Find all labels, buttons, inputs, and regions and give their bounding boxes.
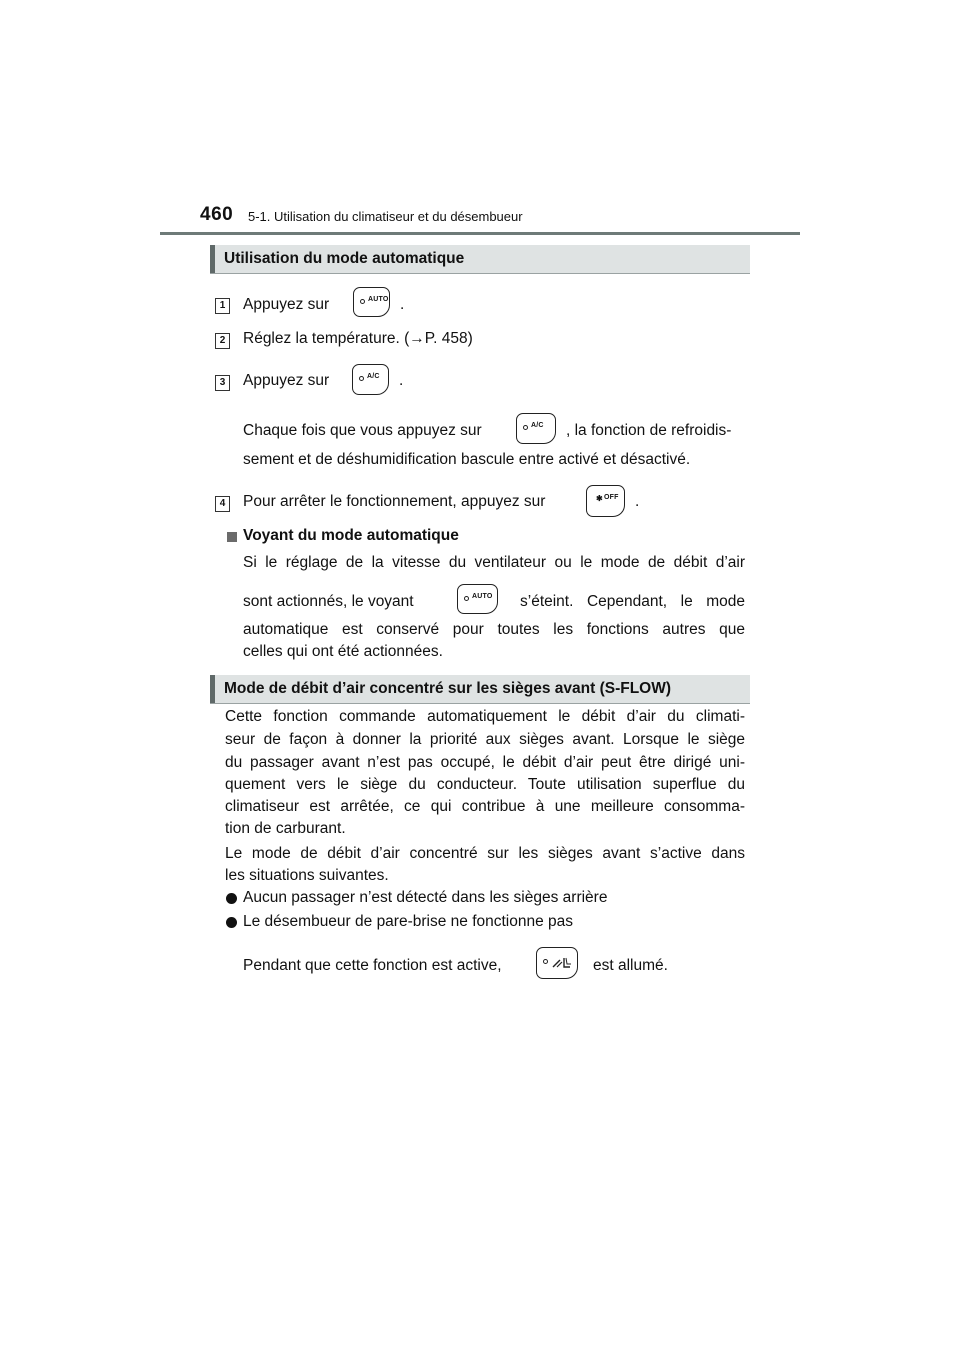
s-flow-para1-line2: seur de façon à donner la priorité aux sièges avant. Lorsque le siège xyxy=(225,731,745,748)
step-3-period: . xyxy=(399,372,404,389)
s-flow-para1-line1: Cette fonction commande automatiquement le débit d’air du climati- xyxy=(225,708,745,725)
auto-button-label: AUTO xyxy=(368,296,389,303)
step-number-4: 4 xyxy=(215,496,230,512)
s-flow-bullet-2: Le désembueur de pare-brise ne fonctionne pas xyxy=(243,913,574,930)
step-1-period: . xyxy=(400,296,405,313)
off-button-label: OFF xyxy=(604,494,619,501)
indicator-subheading: Voyant du mode automatique xyxy=(243,527,459,544)
header-rule xyxy=(160,232,800,235)
section-accent xyxy=(210,245,215,273)
step-number-2: 2 xyxy=(215,333,230,349)
step-number-3: 3 xyxy=(215,375,230,391)
section-heading-auto-mode xyxy=(210,245,750,274)
s-flow-final-end: est allumé. xyxy=(593,957,668,974)
indicator-line-2-start: sont actionnés, le voyant xyxy=(243,593,414,610)
bullet-icon xyxy=(226,917,237,928)
seat-airflow-icon xyxy=(551,956,573,970)
bullet-icon xyxy=(226,893,237,904)
step-3-text: Appuyez sur xyxy=(243,372,330,389)
ac-button-label: A/C xyxy=(367,373,380,380)
ac-button-icon xyxy=(352,364,389,395)
step-1-text: Appuyez sur xyxy=(243,296,330,313)
step-4-period: . xyxy=(635,493,640,510)
s-flow-para2-line1: Le mode de débit d’air concentré sur les sièges avant s’active dans xyxy=(225,845,745,862)
step-3-note-line1: Chaque fois que vous appuyez sur xyxy=(243,422,482,439)
indicator-led-icon xyxy=(543,959,548,964)
indicator-line-3: automatique est conservé pour toutes les fonctions autres que xyxy=(243,621,745,638)
indicator-led-icon xyxy=(360,299,365,304)
section-heading-s-flow xyxy=(210,675,750,704)
chapter-title: 5-1. Utilisation du climatiseur et du désembueur xyxy=(248,209,523,224)
section-title: Utilisation du mode automatique xyxy=(224,250,465,267)
indicator-led-icon xyxy=(464,596,469,601)
page-number: 460 xyxy=(200,204,234,225)
indicator-line-4: celles qui ont été actionnées. xyxy=(243,643,443,660)
subheading-square-icon xyxy=(227,532,237,542)
s-flow-button-icon xyxy=(536,947,578,979)
off-button-icon xyxy=(586,485,625,517)
s-flow-para2-line2: les situations suivantes. xyxy=(225,867,389,884)
s-flow-bullet-1: Aucun passager n’est détecté dans les sièges arrière xyxy=(243,889,608,906)
step-4-text: Pour arrêter le fonctionnement, appuyez sur xyxy=(243,493,546,510)
section-title: Mode de débit d’air concentré sur les sièges avant (S-FLOW) xyxy=(224,680,672,697)
s-flow-para1-line3: du passager avant n’est pas occupé, le débit d’air peut être dirigé uni- xyxy=(225,754,745,771)
ac-button-icon xyxy=(516,413,556,444)
auto-button-label: AUTO xyxy=(472,593,493,600)
indicator-line-1: Si le réglage de la vitesse du ventilateur ou le mode de débit d’air xyxy=(243,554,745,571)
s-flow-para1-line6: tion de carburant. xyxy=(225,820,346,837)
section-accent xyxy=(210,675,215,703)
s-flow-para1-line4: quement vers le siège du conducteur. Toute utilisation superflue du xyxy=(225,776,745,793)
ac-button-label: A/C xyxy=(531,422,544,429)
indicator-led-icon xyxy=(523,425,528,430)
auto-indicator-icon xyxy=(457,584,498,614)
fan-icon: ✱ xyxy=(596,494,603,503)
s-flow-final-text: Pendant que cette fonction est active, xyxy=(243,957,502,974)
s-flow-para1-line5: climatiseur est arrêtée, ce qui contribue à une meilleure consomma- xyxy=(225,798,745,815)
indicator-line-2-end: s’éteint. Cependant, le mode xyxy=(520,593,745,610)
auto-button-icon xyxy=(353,287,390,317)
step-2-text: Réglez la température. (→P. 458) xyxy=(243,330,473,347)
step-3-note-line2: sement et de déshumidification bascule entre activé et désactivé. xyxy=(243,451,691,468)
indicator-led-icon xyxy=(359,376,364,381)
step-number-1: 1 xyxy=(215,298,230,314)
step-3-note-line1-end: , la fonction de refroidis- xyxy=(566,422,732,439)
